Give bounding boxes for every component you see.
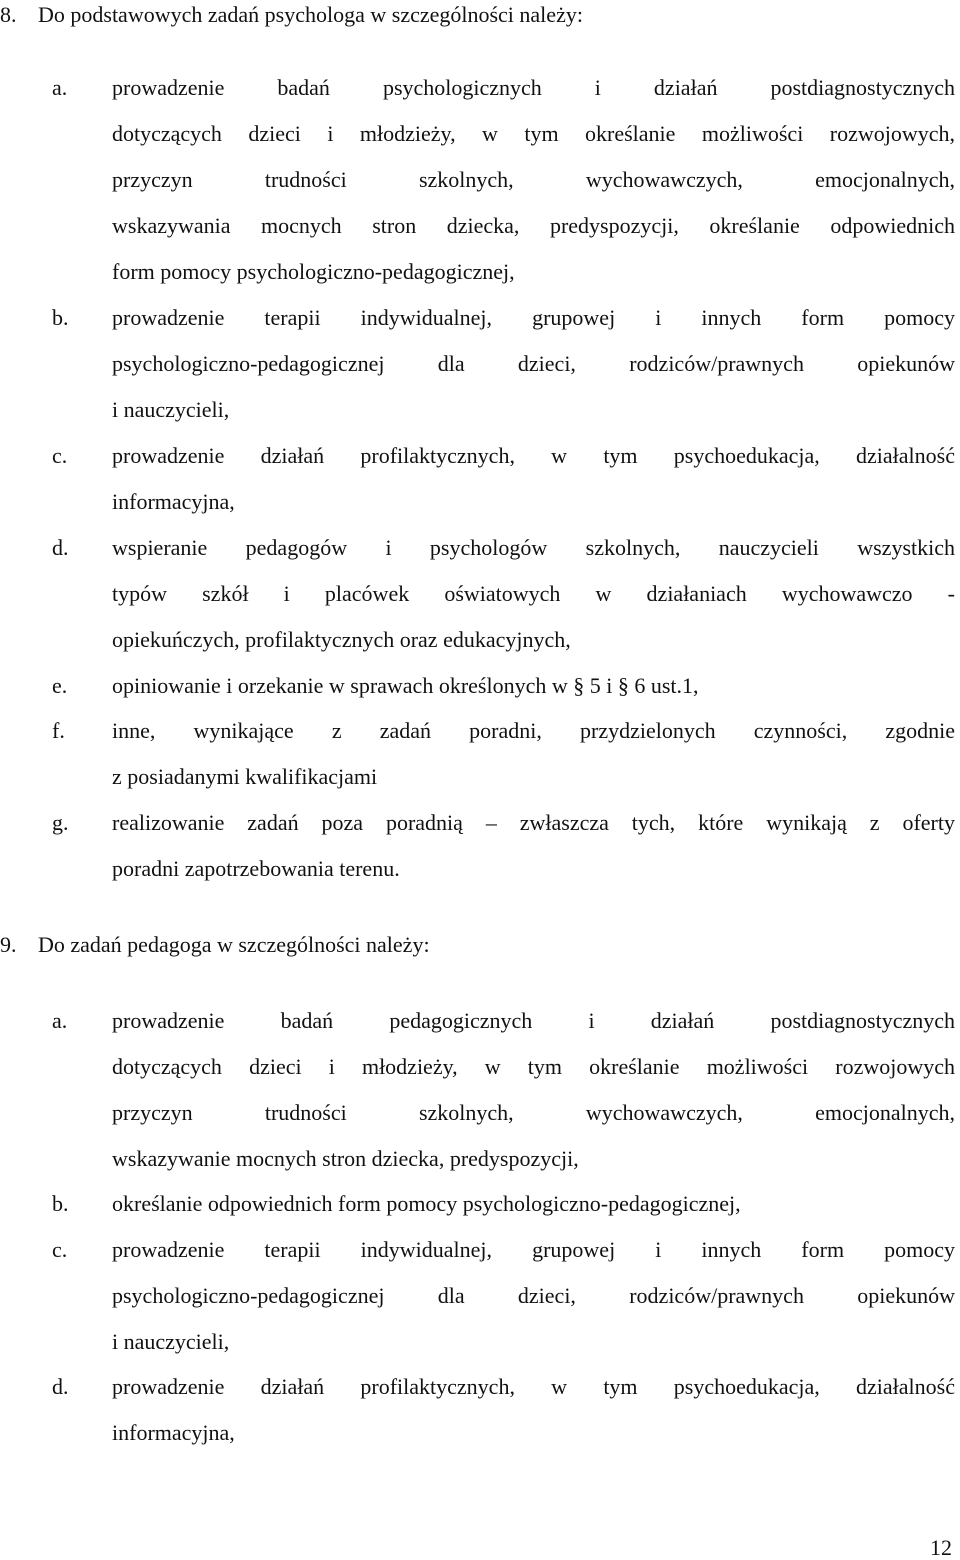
text-line: opiniowanie i orzekanie w sprawach określonych w § 5 i § 6 ust.1,	[112, 673, 699, 698]
text-line: i nauczycieli,	[112, 397, 230, 422]
section-number: 8.	[0, 2, 17, 27]
list-item-text	[112, 1364, 955, 1456]
list-marker: c.	[52, 1237, 68, 1262]
text-line: realizowanie zadań poza poradnią – zwłaszcza tych, które wynikają z oferty	[112, 810, 955, 835]
text-line: typów szkół i placówek oświatowych w działaniach wychowawczo -	[112, 581, 955, 606]
text-line: i nauczycieli,	[112, 1329, 230, 1354]
list-item-text	[112, 1181, 955, 1227]
page-number: 12	[930, 1535, 952, 1560]
text-line: przyczyn trudności szkolnych, wychowawczych, emocjonalnych,	[112, 167, 955, 192]
section-heading-9	[0, 930, 955, 960]
text-line: form pomocy psychologiczno-pedagogicznej,	[112, 259, 515, 284]
text-line: inne, wynikające z zadań poradni, przydzielonych czynności, zgodnie	[112, 718, 955, 743]
list-marker: e.	[52, 673, 68, 698]
list-marker: c.	[52, 443, 68, 468]
list-item-text	[112, 708, 955, 800]
text-line: przyczyn trudności szkolnych, wychowawczych, emocjonalnych,	[112, 1100, 955, 1125]
text-line: prowadzenie działań profilaktycznych, w tym psychoedukacja, działalność	[112, 1374, 955, 1399]
text-line: poradni zapotrzebowania terenu.	[112, 856, 400, 881]
list-marker: b.	[52, 305, 69, 330]
text-line: informacyjna,	[112, 489, 235, 514]
list-item-text	[112, 998, 955, 1182]
text-line: wskazywanie mocnych stron dziecka, predyspozycji,	[112, 1146, 579, 1171]
text-line: opiekuńczych, profilaktycznych oraz edukacyjnych,	[112, 627, 571, 652]
text-line: psychologiczno-pedagogicznej dla dzieci, rodziców/prawnych opiekunów	[112, 351, 955, 376]
text-line: określanie odpowiednich form pomocy psychologiczno-pedagogicznej,	[112, 1191, 741, 1216]
text-line: psychologiczno-pedagogicznej dla dzieci, rodziców/prawnych opiekunów	[112, 1283, 955, 1308]
text-line: prowadzenie badań pedagogicznych i działań postdiagnostycznych	[112, 1008, 955, 1033]
text-line: dotyczących dzieci i młodzieży, w tym określanie możliwości rozwojowych,	[112, 121, 955, 146]
section-title: Do podstawowych zadań psychologa w szczególności należy:	[38, 2, 583, 27]
section-number: 9.	[0, 932, 17, 957]
list-marker: d.	[52, 535, 69, 560]
text-line: prowadzenie badań psychologicznych i działań postdiagnostycznych	[112, 75, 955, 100]
list-item-text	[112, 525, 955, 663]
text-line: informacyjna,	[112, 1420, 235, 1445]
list-marker: b.	[52, 1191, 69, 1216]
section-title: Do zadań pedagoga w szczególności należy:	[38, 932, 430, 957]
text-line: wskazywania mocnych stron dziecka, predyspozycji, określanie odpowiednich	[112, 213, 955, 238]
text-line: prowadzenie terapii indywidualnej, grupowej i innych form pomocy	[112, 305, 955, 330]
list-marker: f.	[52, 718, 65, 743]
list-marker: a.	[52, 75, 68, 100]
list-item-text	[112, 663, 955, 709]
list-item-text	[112, 433, 955, 525]
list-marker: a.	[52, 1008, 68, 1033]
section-heading-8	[0, 0, 955, 30]
list-marker: d.	[52, 1374, 69, 1399]
list-item-text	[112, 295, 955, 433]
text-line: z posiadanymi kwalifikacjami	[112, 764, 378, 789]
text-line: prowadzenie terapii indywidualnej, grupowej i innych form pomocy	[112, 1237, 955, 1262]
text-line: dotyczących dzieci i młodzieży, w tym określanie możliwości rozwojowych	[112, 1054, 955, 1079]
list-item-text	[112, 65, 955, 295]
list-marker: g.	[52, 810, 69, 835]
text-line: prowadzenie działań profilaktycznych, w tym psychoedukacja, działalność	[112, 443, 955, 468]
list-item-text	[112, 1227, 955, 1365]
list-item-text	[112, 800, 955, 892]
text-line: wspieranie pedagogów i psychologów szkolnych, nauczycieli wszystkich	[112, 535, 955, 560]
